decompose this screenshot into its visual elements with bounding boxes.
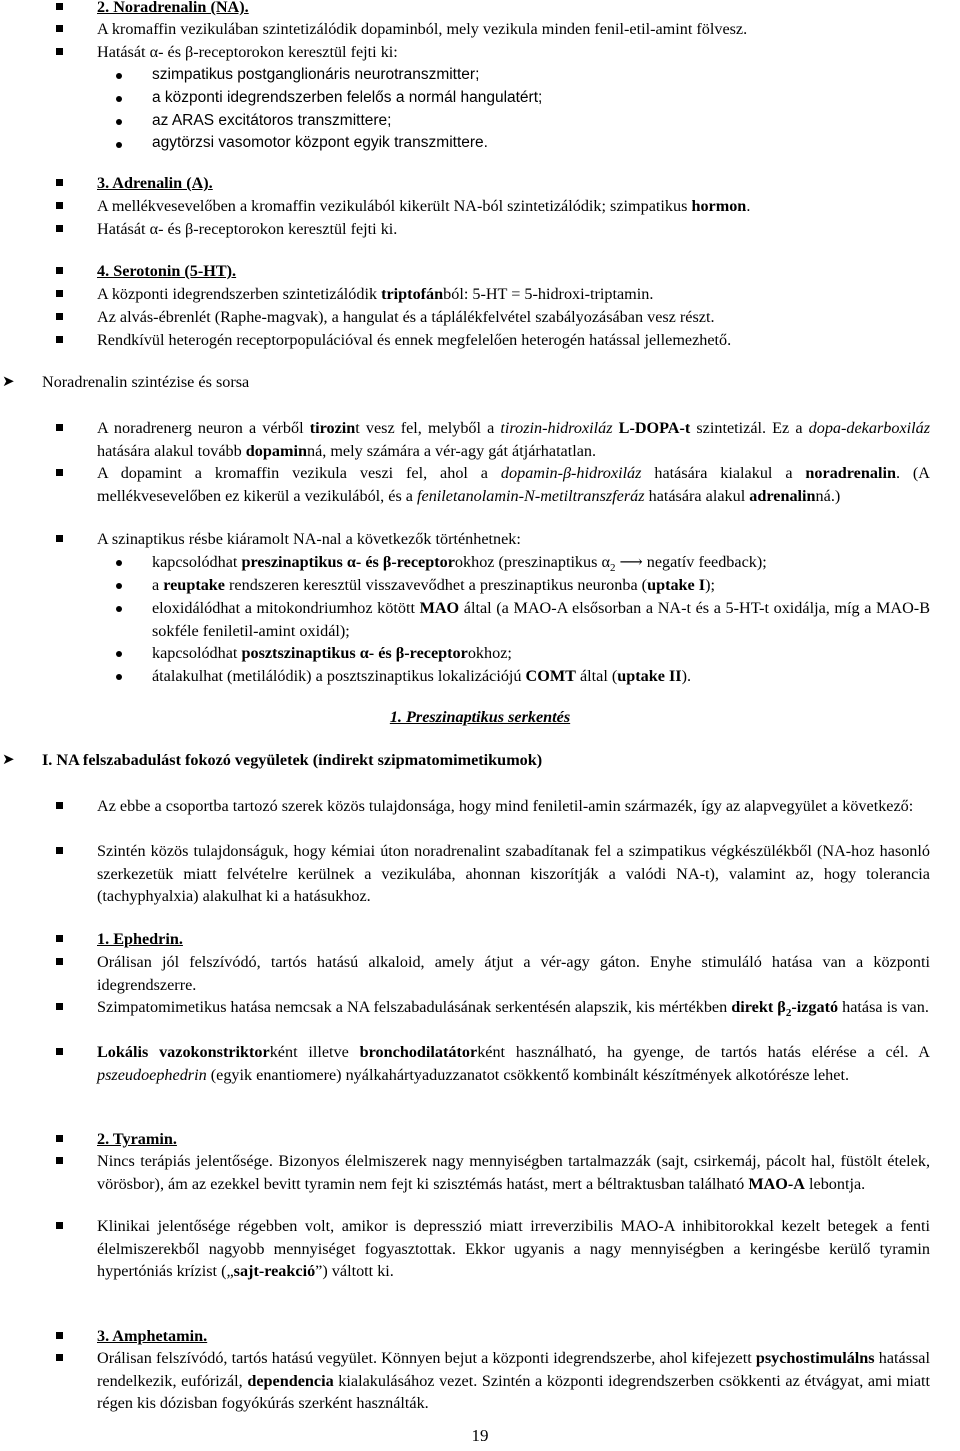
na-bullet: a központi idegrendszerben felelős a normál hangulatért; bbox=[152, 89, 543, 106]
ephedrin-paragraph-3: Lokális vazokonstriktorként illetve bronchodilatátorként használható, ha gyenge, de tartós hatás elérése a cél. A pszeudoephedrin (egyik enantiomere) nyálkahártyaduzzanatot csökkentő kombinált készítmények alkotórésze lehet. bbox=[97, 1043, 930, 1084]
arrow-bullet-icon: ➤ bbox=[2, 752, 15, 768]
serotonin-line-1: A központi idegrendszerben szintetizálódik triptofánból: 5-HT = 5-hidroxi-triptamin. bbox=[97, 285, 654, 303]
arrow-bullet-icon: ➤ bbox=[2, 374, 15, 390]
section-title-adrenalin: 3. Adrenalin (A). bbox=[97, 174, 213, 192]
na-bullet: szimpatikus postganglionáris neurotranszmitter; bbox=[152, 66, 480, 83]
synthesis-bullet-4: kapcsolódhat posztszinaptikus α- és β-receptorokhoz; bbox=[152, 644, 512, 662]
heading-indirect: I. NA felszabadulást fokozó vegyületek (indirekt szipmatomimetikumok) bbox=[42, 751, 543, 769]
tyramin-paragraph-1: Nincs terápiás jelentősége. Bizonyos élelmiszerek nagy mennyiségben tartalmazzák (sajt, csirkemáj, pácolt hal, füstölt ételek, vörösbor), ám az ezekkel bevitt tyramin nem fejt ki szisztémás hatást, mert a béltraktusban található MAO-A lebontja. bbox=[97, 1152, 930, 1193]
serotonin-line-2: Az alvás-ébrenlét (Raphe-magvak), a hangulat és a táplálékfelvétel szabályozásában vesz részt. bbox=[97, 308, 715, 326]
presynaptic-title: 1. Preszinaptikus serkentés bbox=[389, 708, 571, 726]
synthesis-bullet-2: a reuptake rendszeren keresztül visszavevődhet a preszinaptikus neuronba (uptake I); bbox=[152, 576, 715, 594]
indirect-paragraph-2: Szintén közös tulajdonságuk, hogy kémiai úton noradrenalint szabadítanak fel a szimpatikus végkészülékből (NA-hoz hasonló szerkezetük miatt felvételre kerülnek a vezikulába, ahonnan kiszorítják a valódi NA-t), valamint az, hogy tolerancia (tachyphyalxia) alakulhat ki a hatásukhoz. bbox=[97, 842, 930, 905]
synthesis-bullet-5: átalakulhat (metilálódik) a posztszinaptikus lokalizációjú COMT által (uptake II). bbox=[152, 667, 692, 685]
tyramin-paragraph-2: Klinikai jelentősége régebben volt, amikor is depresszió miatt irreverzibilis MAO-A inhibitorokkal kezelt betegek a fenti élelmiszerekből nagyobb mennyiséget fogyasztottak. Ekkor ugyanis a nagy mennyiségben a keringésbe kerülő tyramin hypertóniás krízist („sajt-reakció”) váltott ki. bbox=[97, 1217, 930, 1280]
section-title-tyramin: 2. Tyramin. bbox=[97, 1130, 177, 1148]
section-title-serotonin: 4. Serotonin (5-HT). bbox=[97, 262, 237, 280]
synthesis-paragraph-3: A szinaptikus résbe kiáramolt NA-nal a következők történhetnek: bbox=[97, 530, 521, 548]
bullet-dot bbox=[116, 651, 122, 657]
indirect-paragraph-1: Az ebbe a csoportba tartozó szerek közös tulajdonsága, hogy mind feniletil-amin származék, így az alapvegyület a következő: bbox=[97, 797, 914, 815]
serotonin-line-3: Rendkívül heterogén receptorpopulációval és ennek megfelelően heterogén hatással jellemezhető. bbox=[97, 331, 732, 349]
bullet-dot bbox=[116, 606, 122, 612]
bullet-dot bbox=[116, 119, 122, 125]
bullet-dot bbox=[116, 560, 122, 566]
synthesis-paragraph-1: A noradrenerg neuron a vérből tirozint vesz fel, melyből a tirozin-hidroxiláz L-DOPA-t szintetizál. Ez a dopa-dekarboxiláz hatására alakul tovább dopaminná, mely számára a vér-agy gát átjárhatatlan. bbox=[97, 419, 931, 460]
adrenalin-line-1: A mellékvesevelőben a kromaffin vezikulából kikerült NA-ból szintetizálódik; szimpatikus hormon. bbox=[97, 197, 751, 215]
bullet-dot bbox=[116, 142, 122, 148]
bullet-dot bbox=[116, 73, 122, 79]
heading-synthesis: Noradrenalin szintézise és sorsa bbox=[42, 373, 250, 391]
synthesis-paragraph-2: A dopamint a kromaffin vezikula veszi fel, ahol a dopamin-β-hidroxiláz hatására kialakul a noradrenalin. (A mellékvesevelőben ez kikerül a vezikulából, és a feniletanolamin-N-metiltranszferáz hatására alakul adrenalinná.) bbox=[97, 464, 930, 505]
bullet-dot bbox=[116, 583, 122, 589]
section-title-noradrenalin: 2. Noradrenalin (NA). bbox=[97, 0, 249, 16]
na-line-2: Hatását α- és β-receptorokon keresztül fejti ki: bbox=[97, 43, 398, 61]
na-bullet: az ARAS excitátoros transzmittere; bbox=[152, 112, 392, 129]
bullet-dot bbox=[116, 96, 122, 102]
synthesis-bullet-1: kapcsolódhat preszinaptikus α- és β-receptorokhoz (preszinaptikus $\alpha_2$ ⟶ negatív feedback); bbox=[152, 553, 767, 575]
adrenalin-line-2: Hatását α- és β-receptorokon keresztül fejti ki. bbox=[97, 220, 398, 238]
section-title-ephedrin: 1. Ephedrin. bbox=[97, 930, 183, 948]
bullet-dot bbox=[116, 674, 122, 680]
section-title-amphetamin: 3. Amphetamin. bbox=[97, 1327, 208, 1345]
ephedrin-paragraph-2: Szimpatomimetikus hatása nemcsak a NA felszabadulásának serkentésén alapszik, kis mértékben direkt $\beta_2$-izgató hatása is van. bbox=[97, 998, 929, 1020]
amphetamin-paragraph-1: Orálisan felszívódó, tartós hatású vegyület. Könnyen bejut a központi idegrendszerbe, ahol kifejezett psychostimulálns hatással rendelkezik, eufórizál, dependencia kialakulásához vezet. Szintén a központi idegrendszerben csökkenti az étvágyat, ami miatt régen kis dózisban fogyókúrás szerként használták. bbox=[97, 1349, 930, 1412]
na-line-1: A kromaffin vezikulában szintetizálódik dopaminból, mely vezikula minden fenil-etil-amint fölvesz. bbox=[97, 20, 748, 38]
synthesis-bullet-3: eloxidálódhat a mitokondriumhoz kötött MAO által (a MAO-A elsősorban a NA-t és a 5-HT-t oxidálja, míg a MAO-B sokféle feniletil-amint oxidál); bbox=[152, 599, 930, 640]
na-bullet: agytörzsi vasomotor központ egyik transzmittere. bbox=[152, 134, 488, 151]
page-number: 19 bbox=[471, 1426, 489, 1445]
ephedrin-paragraph-1: Orálisan jól felszívódó, tartós hatású alkaloid, amely átjut a vér-agy gáton. Enyhe stimuláló hatása van a központi idegrendszerre. bbox=[97, 953, 930, 994]
